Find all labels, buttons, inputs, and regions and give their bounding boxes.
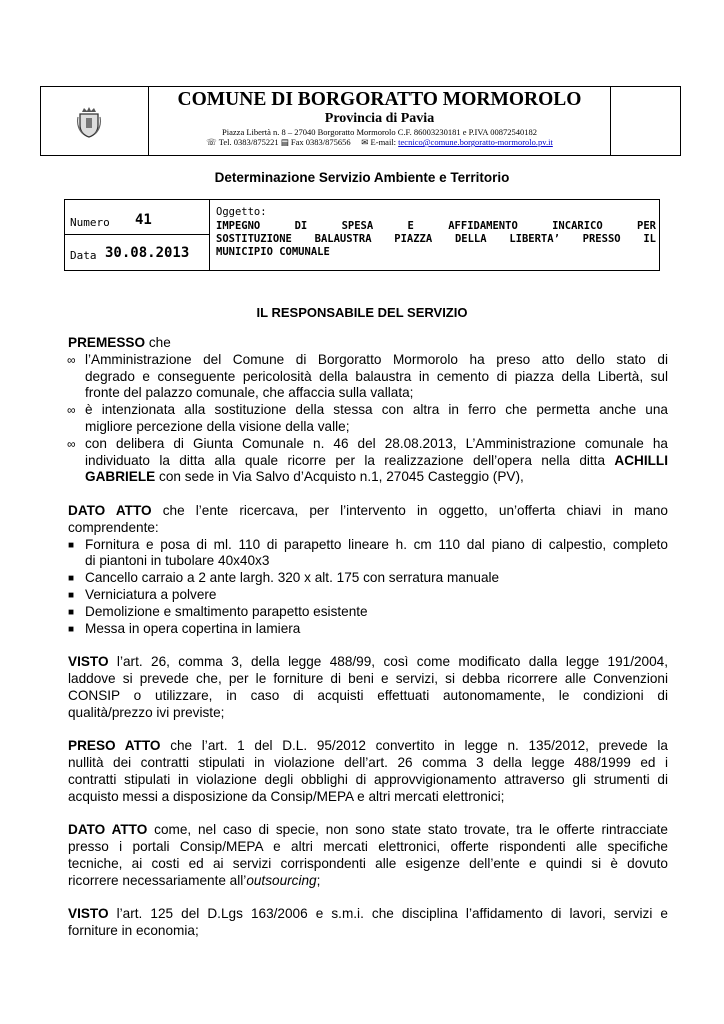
text-line: con delibera di Giunta Comunale n. 46 del 28.08.2013, L’Amministrazione comunale ha	[85, 435, 668, 451]
premesso-heading	[68, 335, 668, 352]
text-line	[68, 906, 668, 923]
square-bullet-icon: ■	[68, 573, 75, 585]
preso-atto-paragraph	[68, 738, 668, 805]
text-line	[68, 654, 668, 671]
fax-icon: ▤	[280, 137, 289, 147]
text-line	[68, 822, 668, 839]
text-line: nullità dei contratti stipulati in violazione dell’art. 26 comma 3 della legge 488/1999 ed i	[68, 754, 668, 770]
text-run: che l’ente ricercava, per l’intervento in oggetto, un’offerta chiavi in mano	[151, 502, 668, 518]
email-label: E-mail:	[370, 137, 397, 147]
info-table	[64, 199, 660, 271]
visto-lead: VISTO	[68, 654, 109, 670]
square-bullet-icon: ■	[68, 623, 75, 635]
text-line: l’Amministrazione del Comune di Borgoratto Mormorolo ha preso atto dello stato di	[85, 351, 668, 367]
data-label: Data	[70, 249, 97, 262]
oggetto-line: IMPEGNO DI SPESA E AFFIDAMENTO INCARICO PER	[216, 220, 656, 232]
dato-atto-lead: DATO ATTO	[68, 502, 152, 518]
dato-atto-lead: DATO ATTO	[68, 822, 148, 838]
text-run: individuato la ditta alla quale ricorre per la realizzazione dell’opera nella ditta	[85, 452, 615, 468]
text-line: laddove si prevede che, per le forniture di beni e servizi, si debba ricorrere alle Convenzioni	[68, 670, 668, 686]
email-link[interactable]: tecnico@comune.borgoratto-mormorolo.pv.it	[398, 137, 553, 147]
text-line: forniture in economia;	[68, 922, 199, 938]
letterhead-logo-cell	[41, 87, 149, 155]
visto-2-paragraph	[68, 906, 668, 940]
provincia-name: Provincia di Pavia	[324, 111, 435, 126]
text-line	[68, 873, 668, 890]
determinazione-title: Determinazione Servizio Ambiente e Territorio	[214, 170, 510, 185]
data-cell	[65, 235, 209, 270]
infinity-bullet-icon: ∞	[67, 352, 76, 367]
oggetto-label: Oggetto:	[216, 206, 267, 218]
text-line: Verniciatura a polvere	[85, 586, 217, 602]
text-line: comprendente:	[68, 519, 159, 535]
text-line: Cancello carraio a 2 ante largh. 320 x alt. 175 con serratura manuale	[85, 570, 500, 586]
list-item	[68, 587, 668, 604]
text-run: l’art. 125 del D.Lgs 163/2006 e s.m.i. che disciplina l’affidamento di lavori, servizi e	[108, 906, 668, 922]
square-bullet-icon: ■	[68, 539, 75, 551]
text-line: fronte del palazzo comunale, che affaccia sulla vallata;	[85, 385, 414, 401]
list-item	[68, 352, 668, 402]
list-item	[68, 537, 668, 571]
text-run: ;	[316, 872, 321, 888]
text-line: Messa in opera copertina in lamiera	[85, 620, 301, 636]
document-body	[68, 335, 668, 940]
text-line: qualità/prezzo ivi previste;	[68, 704, 225, 720]
letterhead-text	[149, 87, 610, 155]
text-line: CONSIP o utilizzare, in caso di acquisti effettuati autonomamente, le condizioni di	[68, 687, 668, 703]
oggetto-text	[216, 220, 656, 259]
text-line: contratti stipulati in violazione degli obblighi di approvvigionamento attraverso gli strumenti di	[68, 771, 668, 787]
text-run: l’art. 26, comma 3, della legge 488/99, così come modificato dalla legge 191/2004,	[108, 654, 668, 670]
mail-icon: ✉	[361, 137, 369, 147]
dato-atto-2-paragraph	[68, 822, 668, 889]
info-left-column	[65, 200, 210, 270]
numero-cell	[65, 200, 209, 235]
text-line: degrado e conseguente pericolosità della balaustra in cemento di piazza della Libertà, sul	[85, 368, 668, 384]
premesso-rest: che	[145, 335, 171, 350]
infinity-bullet-icon: ∞	[67, 436, 76, 451]
preso-atto-lead: PRESO ATTO	[68, 738, 161, 754]
contacts-line	[149, 137, 610, 147]
oggetto-line: MUNICIPIO COMUNALE	[216, 246, 330, 258]
letterhead-right-cell	[610, 87, 680, 155]
text-line	[85, 469, 668, 486]
text-line: di piantoni in tubolare 40x40x3	[85, 553, 270, 569]
text-line	[85, 453, 668, 470]
oggetto-line: SOSTITUZIONE BALAUSTRA PIAZZA DELLA LIBERTA’ PRESSO IL	[216, 233, 656, 245]
square-bullet-icon: ■	[68, 589, 75, 601]
fax-number: Fax 0383/875656	[290, 137, 351, 147]
text-line: acquisto messi a disposizione da Consip/MEPA e altri mercati elettronici;	[68, 788, 505, 804]
phone-icon: ☏	[206, 137, 217, 147]
data-value: 30.08.2013	[105, 245, 190, 261]
address-line: Piazza Libertà n. 8 – 27040 Borgoratto Mormorolo C.F. 86003230181 e P.IVA 00872540182	[222, 127, 537, 137]
square-bullet-icon: ■	[68, 606, 75, 618]
text-line	[68, 503, 668, 520]
infinity-bullet-icon: ∞	[67, 403, 76, 418]
text-line: Demolizione e smaltimento parapetto esistente	[85, 603, 368, 619]
list-item	[68, 621, 668, 638]
text-line	[68, 738, 668, 755]
comune-name: COMUNE DI BORGORATTO MORMOROLO	[177, 89, 582, 110]
ditta-name-part: ACHILLI	[614, 452, 668, 468]
numero-label: Numero	[70, 216, 110, 229]
italic-term: outsourcing	[246, 872, 317, 888]
list-item	[68, 402, 668, 436]
text-run: come, nel caso di specie, non sono state stato trovate, tra le offerte rintracciate	[147, 822, 668, 838]
text-line: presso i portali Consip/MEPA e altri mercati elettronici, offerte rispondenti alle specifiche	[68, 838, 668, 854]
letterhead	[40, 86, 681, 156]
dato-atto-paragraph	[68, 503, 668, 537]
municipal-crest-icon	[75, 105, 103, 139]
list-item	[68, 570, 668, 587]
text-line: è intenzionata alla sostituzione della stessa con altra in ferro che permetta anche una	[85, 402, 668, 418]
text-run: ricorrere necessariamente all’	[68, 872, 247, 888]
text-run: con sede in Via Salvo d’Acquisto n.1, 27045 Casteggio (PV),	[155, 469, 524, 485]
responsabile-title: IL RESPONSABILE DEL SERVIZIO	[256, 305, 468, 320]
ditta-name-part: GABRIELE	[85, 469, 156, 485]
visto-lead: VISTO	[68, 906, 109, 922]
list-item	[68, 604, 668, 621]
premesso-lead: PREMESSO	[68, 335, 146, 350]
text-run: che l’art. 1 del D.L. 95/2012 convertito in legge n. 135/2012, prevede la	[160, 738, 668, 754]
list-item	[68, 436, 668, 486]
numero-value: 41	[135, 212, 152, 228]
visto-paragraph	[68, 654, 668, 721]
text-line: migliore percezione della visione della valle;	[85, 418, 350, 434]
text-line: tecniche, ai costi ed ai servizi corrispondenti alle esigenze dell’ente e quindi si è dovuto	[68, 855, 668, 871]
phone-number: Tel. 0383/875221	[218, 137, 279, 147]
text-line: Fornitura e posa di ml. 110 di parapetto lineare h. cm 110 dal piano di calpestio, completo	[85, 536, 668, 552]
